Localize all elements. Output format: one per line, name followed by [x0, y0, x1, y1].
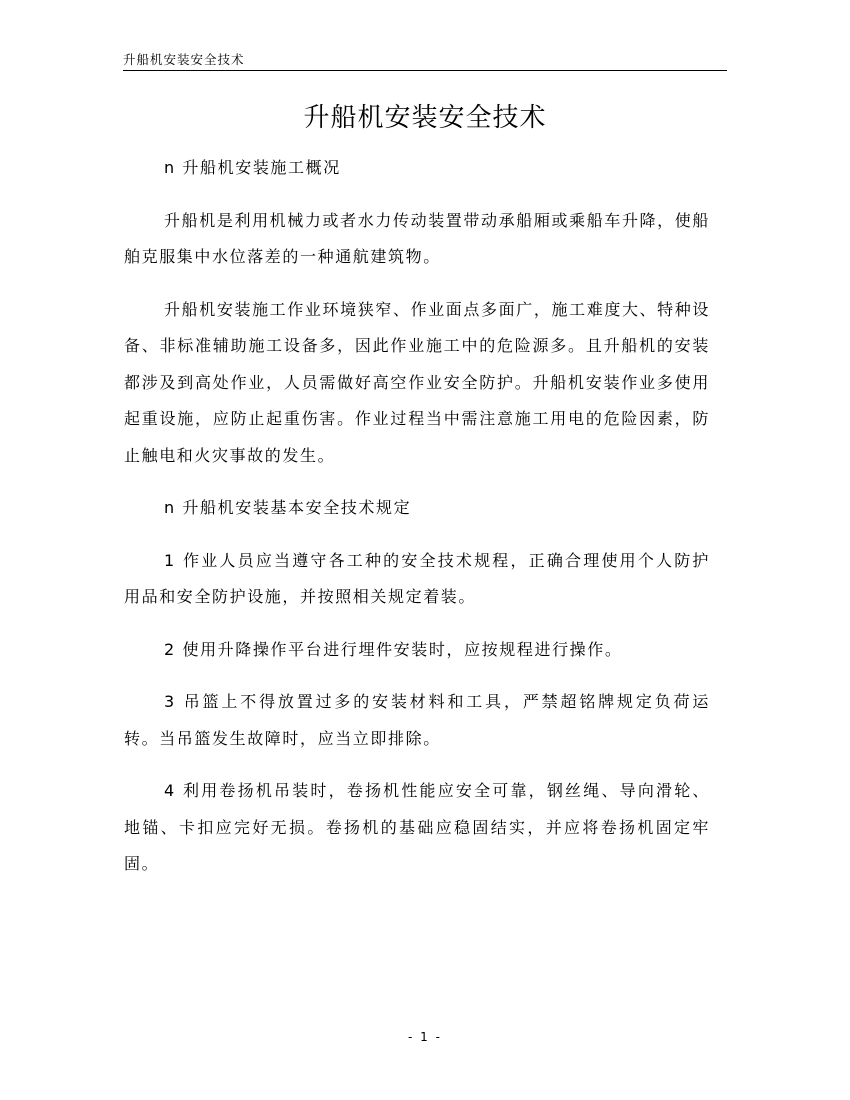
rule-item-1: 1 作业人员应当遵守各工种的安全技术规程，正确合理使用个人防护用品和安全防护设施，并按照相关规定着装。: [124, 550, 710, 606]
section-heading-overview: n 升船机安装施工概况: [164, 158, 341, 177]
paragraph-definition: 升船机是利用机械力或者水力传动装置带动承船厢或乘船车升降，使船舶克服集中水位落差的一种通航建筑物。: [124, 210, 710, 266]
document-title: 升船机安装安全技术: [303, 103, 547, 133]
document-body: [124, 150, 710, 899]
rule-item-4: 4 利用卷扬机吊装时，卷扬机性能应安全可靠，钢丝绳、导向滑轮、地锚、卡扣应完好无损。卷扬机的基础应稳固结实，并应将卷扬机固定牢固。: [124, 781, 710, 873]
section-heading-safety-rules: n 升船机安装基本安全技术规定: [164, 498, 412, 517]
rule-item-2: 2 使用升降操作平台进行埋件安装时，应按规程进行操作。: [164, 639, 623, 659]
page-header: [123, 51, 727, 71]
running-header-title: 升船机安装安全技术: [123, 52, 245, 67]
paragraph-hazards: 升船机安装施工作业环境狭窄、作业面点多面广，施工难度大、特种设备、非标准辅助施工设备多，因此作业施工中的危险源多。且升船机的安装都涉及到高处作业，人员需做好高空作业安全防护。升船机安装作业多使用起重设施，应防止起重伤害。作业过程当中需注意施工用电的危险因素，防止触电和火灾事故的发生。: [124, 299, 710, 465]
rule-item-3: 3 吊篮上不得放置过多的安装材料和工具，严禁超铭牌规定负荷运转。当吊篮发生故障时，应当立即排除。: [124, 692, 710, 748]
page-number: - 1 -: [408, 1030, 442, 1044]
